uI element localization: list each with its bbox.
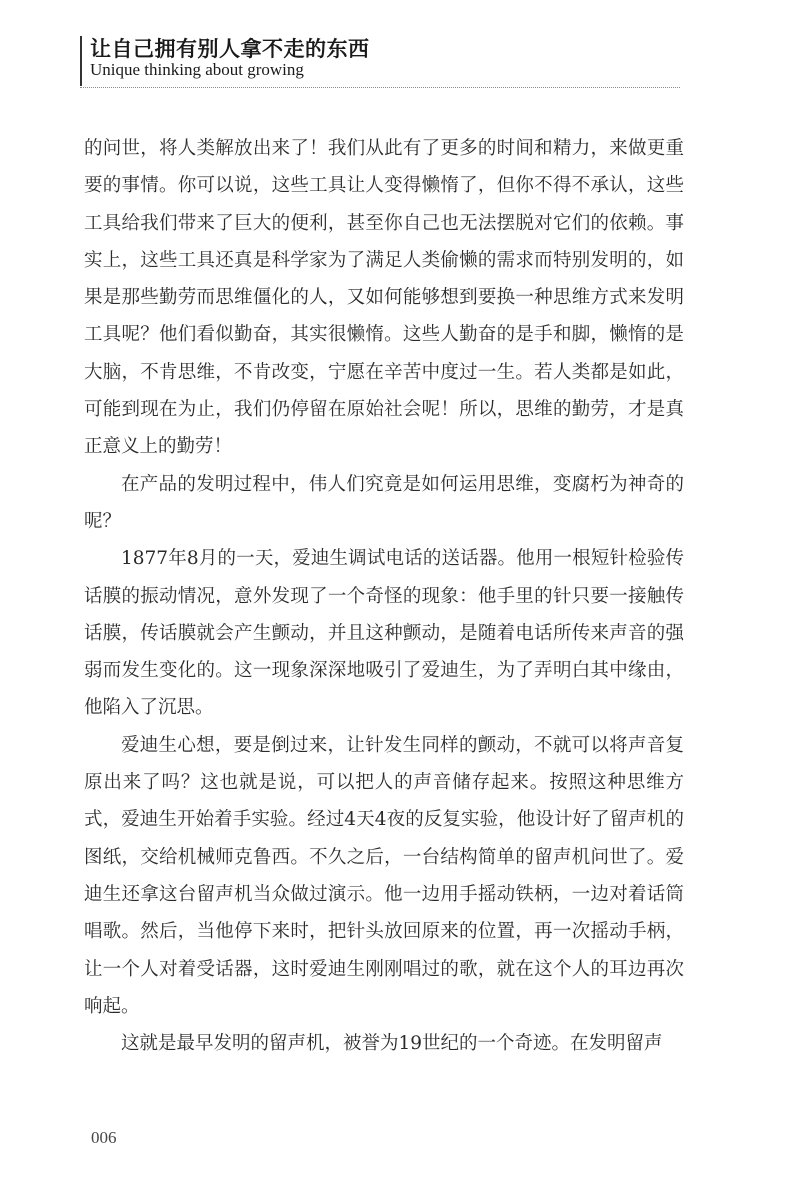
paragraph: 在产品的发明过程中，伟人们究竟是如何运用思维，变腐朽为神奇的呢？ xyxy=(84,473,684,532)
body-text xyxy=(84,130,684,1062)
running-header xyxy=(80,30,680,90)
header-dotted-rule xyxy=(80,87,680,88)
paragraph-continued: 的问世，将人类解放出来了！我们从此有了更多的时间和精力，来做更重要的事情。你可以说，这些工具让人变得懒惰了，但你不得不承认，这些工具给我们带来了巨大的便利，甚至你自己也无法摆脱对它们的依赖。事实上，这些工具还真是科学家为了满足人类偷懒的需求而特别发明的，如果是那些勤劳而思维僵化的人，又如何能够想到要换一种思维方式来发明工具呢？他们看似勤奋，其实很懒惰。这些人勤奋的是手和脚，懒惰的是大脑，不肯思维，不肯改变，宁愿在辛苦中度过一生。若人类都是如此，可能到现在为止，我们仍停留在原始社会呢！所以，思维的勤劳，才是真正意义上的勤劳！ xyxy=(84,138,684,458)
paragraph: 爱迪生心想，要是倒过来，让针发生同样的颤动，不就可以将声音复原出来了吗？这也就是说，可以把人的声音储存起来。按照这种思维方式，爱迪生开始着手实验。经过4天4夜的反复实验，他设计好了留声机的图纸，交给机械师克鲁西。不久之后，一台结构简单的留声机问世了。爱迪生还拿这台留声机当众做过演示。他一边用手摇动铁柄，一边对着话筒唱歌。然后，当他停下来时，把针头放回原来的位置，再一次摇动手柄，让一个人对着受话器，这时爱迪生刚刚唱过的歌，就在这个人的耳边再次响起。 xyxy=(84,734,684,1017)
paragraph: 这就是最早发明的留声机，被誉为19世纪的一个奇迹。在发明留声 xyxy=(121,1033,663,1055)
book-subtitle: Unique thinking about growing xyxy=(90,60,304,79)
page-number: 006 xyxy=(91,1128,117,1147)
header-vertical-bar xyxy=(80,36,82,86)
paragraph: 1877年8月的一天，爱迪生调试电话的送话器。他用一根短针检验传话膜的振动情况，意外发现了一个奇怪的现象：他手里的针只要一接触传话膜，传话膜就会产生颤动，并且这种颤动，是随着电话所传来声音的强弱而发生变化的。这一现象深深地吸引了爱迪生，为了弄明白其中缘由，他陷入了沉思。 xyxy=(84,548,684,719)
book-title: 让自己拥有别人拿不走的东西 xyxy=(90,36,370,61)
